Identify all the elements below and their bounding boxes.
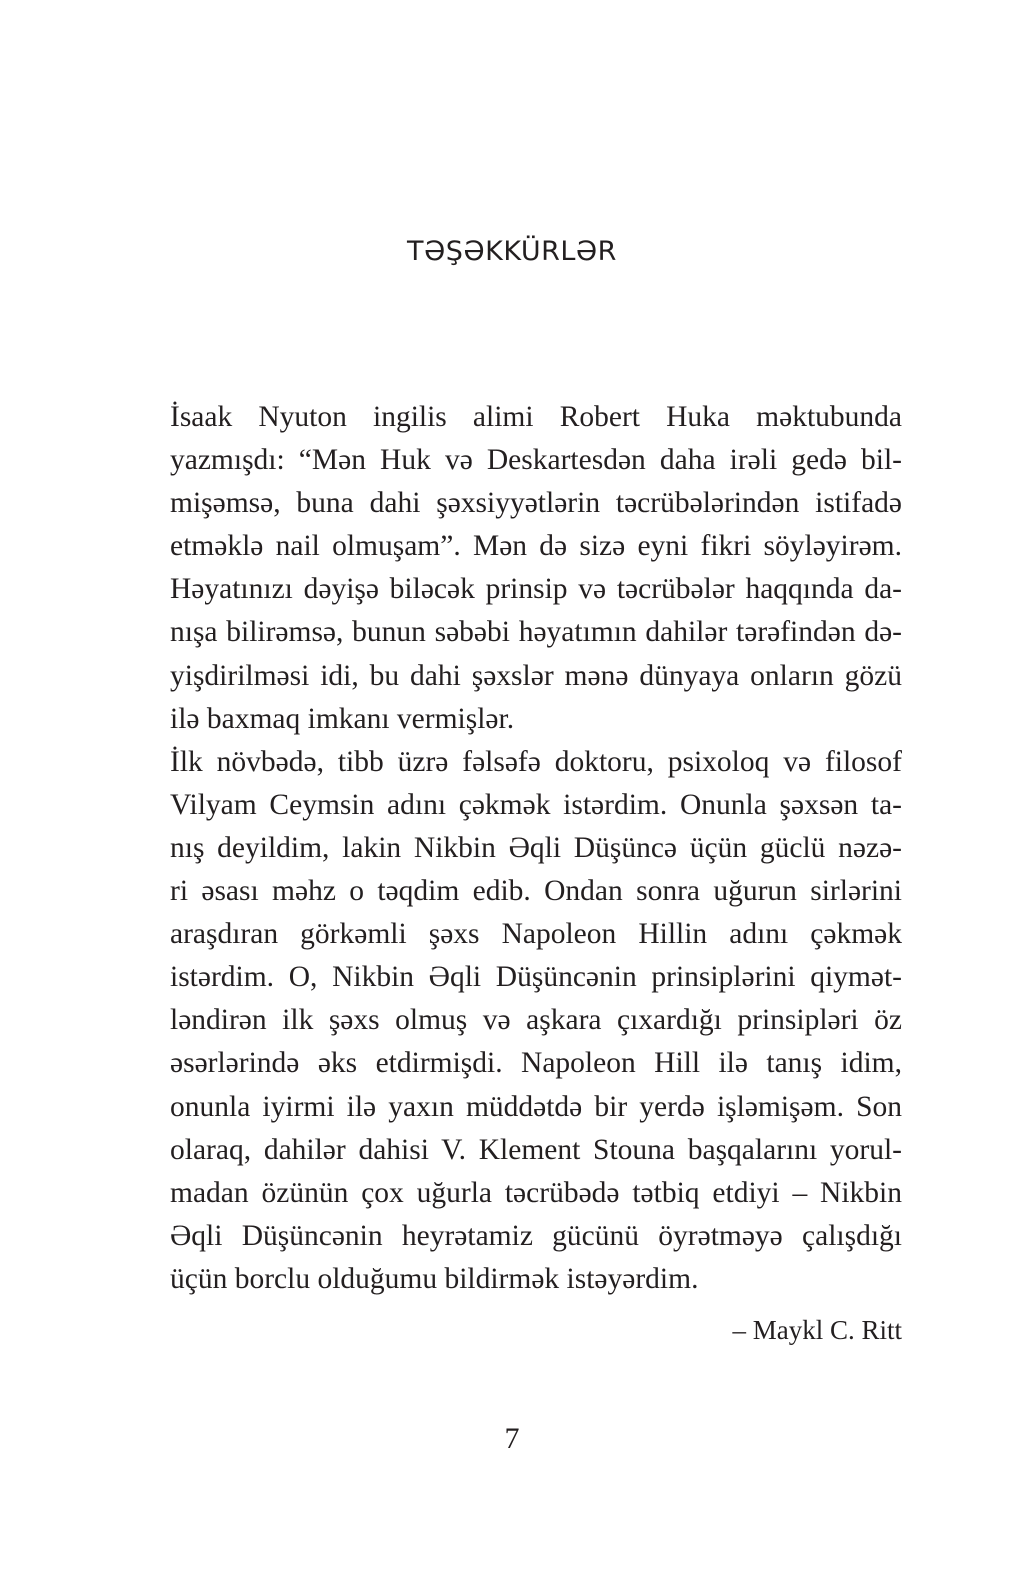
text-line: Vilyam Ceymsin adını çəkmək istərdim. Onunla şəxsən ta-: [170, 788, 902, 821]
text-line: ilə baxmaq imkanı vermişlər.: [170, 702, 515, 735]
text-line: mişəmsə, buna dahi şəxsiyyətlərin təcrübələrindən istifadə: [170, 487, 902, 520]
text-line: onunla iyirmi ilə yaxın müddətdə bir yerdə işləmişəm. Son: [170, 1090, 902, 1123]
text-line: madan özünün çox uğurla təcrübədə tətbiq etdiyi – Nikbin: [170, 1176, 902, 1209]
text-line: yişdirilməsi idi, bu dahi şəxslər mənə dünyaya onların gözü: [170, 659, 902, 692]
text-line: nış deyildim, lakin Nikbin Əqli Düşüncə üçün güclü nəzə-: [170, 831, 902, 864]
text-line: Həyatınızı dəyişə biləcək prinsip və təcrübələr haqqında da-: [170, 573, 902, 606]
paragraph-1: [134, 396, 902, 741]
author-signature: – Maykl C. Ritt: [732, 1315, 902, 1345]
text-line: istərdim. O, Nikbin Əqli Düşüncənin prinsiplərini qiymət-: [170, 961, 902, 994]
text-line: ləndirən ilk şəxs olmuş və aşkara çıxardığı prinsipləri öz: [170, 1004, 902, 1037]
page-number: 7: [504, 1422, 520, 1455]
text-line: araşdıran görkəmli şəxs Napoleon Hillin adını çəkmək: [170, 918, 902, 951]
paragraph-2: [134, 741, 902, 1301]
text-line: İsaak Nyuton ingilis alimi Robert Huka məktubunda: [170, 401, 902, 433]
text-line: İlk növbədə, tibb üzrə fəlsəfə doktoru, psixoloq və filosof: [170, 745, 902, 778]
text-line: əsərlərində əks etdirmişdi. Napoleon Hill ilə tanış idim,: [170, 1047, 902, 1080]
body-text: [134, 396, 902, 1301]
page-title: TƏŞƏKKÜRLƏR: [407, 236, 617, 267]
text-line: Əqli Düşüncənin heyrətamiz gücünü öyrətməyə çalışdığı: [170, 1219, 902, 1252]
text-line: etməklə nail olmuşam”. Mən də sizə eyni fikri söyləyirəm.: [170, 530, 902, 563]
text-line: yazmışdı: “Mən Huk və Deskartesdən daha irəli gedə bil-: [170, 444, 902, 477]
text-line: üçün borclu olduğumu bildirmək istəyərdim.: [170, 1262, 699, 1295]
text-line: olaraq, dahilər dahisi V. Klement Stouna başqalarını yorul-: [170, 1133, 902, 1166]
text-line: ri əsası məhz o təqdim edib. Ondan sonra uğurun sirlərini: [170, 875, 902, 908]
text-line: nışa bilirəmsə, bunun səbəbi həyatımın dahilər tərəfindən də-: [170, 616, 902, 649]
